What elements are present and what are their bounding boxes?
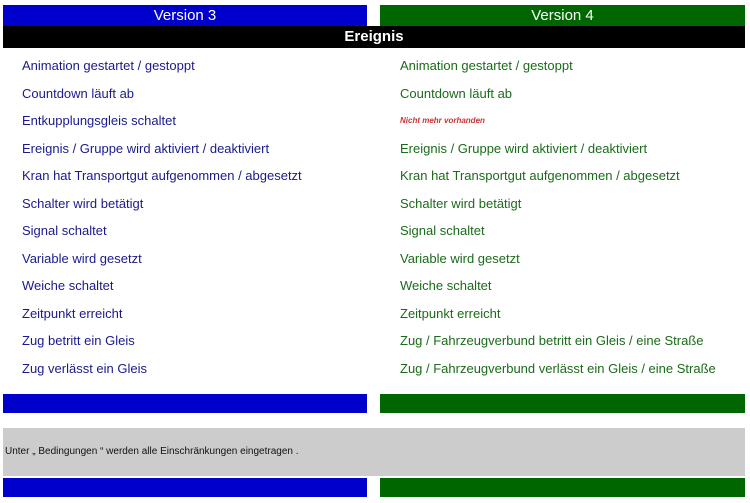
version-4-divider-bar — [380, 394, 745, 413]
list-item: Schalter wird betätigt — [400, 195, 522, 211]
list-item: Zug / Fahrzeugverbund betritt ein Gleis / eine Straße — [400, 333, 704, 348]
list-item: Variable wird gesetzt — [22, 250, 142, 266]
list-item: Kran hat Transportgut aufgenommen / abgesetzt — [22, 168, 302, 183]
note-box — [3, 428, 745, 476]
list-item: Weiche schaltet — [400, 278, 492, 293]
version-4-footer-bar — [380, 478, 745, 497]
list-item: Ereignis / Gruppe wird aktiviert / deaktiviert — [400, 140, 648, 156]
list-item: Entkupplungsgleis schaltet — [22, 113, 176, 128]
list-item: Countdown läuft ab — [400, 85, 513, 101]
list-item: Zeitpunkt erreicht — [400, 305, 501, 321]
list-item: Weiche schaltet — [22, 278, 114, 293]
removed-notice: Nicht mehr vorhanden — [400, 116, 485, 125]
list-item: Zug betritt ein Gleis — [22, 333, 135, 348]
list-item: Animation gestartet / gestoppt — [400, 58, 573, 73]
list-item: Schalter wird betätigt — [22, 195, 144, 211]
list-item: Ereignis / Gruppe wird aktiviert / deaktiviert — [22, 140, 270, 156]
list-item: Zug / Fahrzeugverbund verlässt ein Gleis / eine Straße — [400, 360, 716, 376]
list-item: Zug verlässt ein Gleis — [22, 360, 147, 376]
version-4-list — [400, 52, 745, 382]
version-4-header: Version 4 — [380, 5, 745, 26]
version-3-footer-bar — [3, 478, 367, 497]
version-3-divider-bar — [3, 394, 367, 413]
list-item: Animation gestartet / gestoppt — [22, 58, 195, 73]
list-item: Signal schaltet — [22, 223, 107, 238]
list-item: Countdown läuft ab — [22, 85, 135, 101]
note-text: Unter „ Bedingungen “ werden alle Einschränkungen eingetragen . — [5, 446, 299, 457]
list-item: Kran hat Transportgut aufgenommen / abgesetzt — [400, 168, 680, 183]
version-3-list — [22, 52, 362, 382]
list-item: Zeitpunkt erreicht — [22, 305, 123, 321]
list-item: Variable wird gesetzt — [400, 250, 520, 266]
version-3-header: Version 3 — [3, 5, 367, 26]
list-item: Signal schaltet — [400, 223, 485, 238]
page-title: Ereignis — [3, 26, 745, 48]
